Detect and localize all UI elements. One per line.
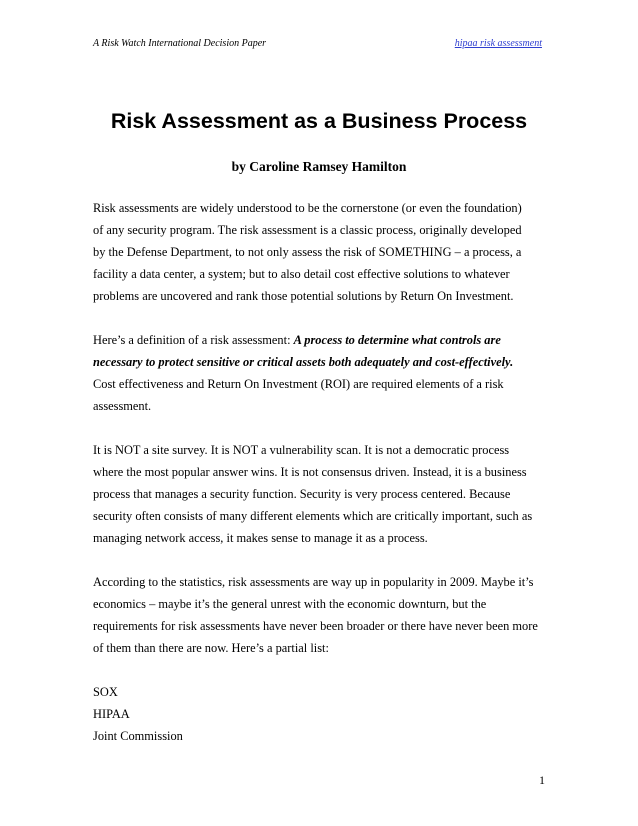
header-link-hipaa-risk-assessment[interactable]: hipaa risk assessment	[454, 38, 542, 49]
paragraph-line: by the Defense Department, to not only assess the risk of SOMETHING – a process, a	[93, 245, 522, 259]
paragraph-line: economics – maybe it’s the general unrest with the economic downturn, but the	[93, 597, 487, 611]
regulation-list	[93, 681, 553, 747]
paragraph-not-a-survey	[93, 439, 553, 549]
page-title: Risk Assessment as a Business Process	[110, 109, 528, 133]
paragraph-line: Risk assessments are widely understood to be the cornerstone (or even the foundation)	[93, 201, 522, 215]
paragraph-line	[93, 329, 553, 351]
list-item: Joint Commission	[93, 729, 183, 743]
paragraph-line: Cost effectiveness and Return On Investment (ROI) are required elements of a risk	[93, 377, 504, 391]
definition-lead-text: Here’s a definition of a risk assessment:	[93, 333, 294, 347]
list-item: HIPAA	[93, 707, 130, 721]
paragraph-line: requirements for risk assessments have never been broader or there have never been more	[93, 619, 538, 633]
paragraph-definition	[93, 329, 553, 417]
definition-emphasis: necessary to protect sensitive or critical assets both adequately and cost-effectively.	[93, 355, 514, 369]
paragraph-line: where the most popular answer wins. It is not consensus driven. Instead, it is a business	[93, 465, 527, 479]
paragraph-line: of any security program. The risk assessment is a classic process, originally developed	[93, 223, 522, 237]
paragraph-line: assessment.	[93, 399, 152, 413]
document-body	[93, 197, 553, 747]
page-number: 1	[539, 773, 545, 787]
paragraph-line: managing network access, it makes sense to manage it as a process.	[93, 531, 428, 545]
paragraph-gap	[93, 307, 553, 329]
paragraph-line: security often consists of many different elements which are critically important, such as	[93, 509, 533, 523]
paragraph-line: problems are uncovered and rank those potential solutions by Return On Investment.	[93, 289, 514, 303]
paragraph-line: process that manages a security function. Security is very process centered. Because	[93, 487, 511, 501]
paragraph-intro	[93, 197, 553, 307]
list-item: SOX	[93, 685, 118, 699]
paragraph-line: It is NOT a site survey. It is NOT a vulnerability scan. It is not a democratic process	[93, 443, 510, 457]
definition-emphasis: A process to determine what controls are	[293, 333, 501, 347]
paragraph-line: facility a data center, a system; but to also detail cost effective solutions to whatever	[93, 267, 510, 281]
paragraph-line: According to the statistics, risk assessments are way up in popularity in 2009. Maybe it’s	[93, 575, 534, 589]
paragraph-line: of them than there are now. Here’s a partial list:	[93, 641, 329, 655]
paragraph-statistics	[93, 571, 553, 659]
author-byline: by Caroline Ramsey Hamilton	[231, 159, 407, 174]
paragraph-gap	[93, 417, 553, 439]
header-document-title: A Risk Watch International Decision Paper	[93, 38, 267, 49]
paragraph-gap	[93, 659, 553, 681]
paragraph-gap	[93, 549, 553, 571]
